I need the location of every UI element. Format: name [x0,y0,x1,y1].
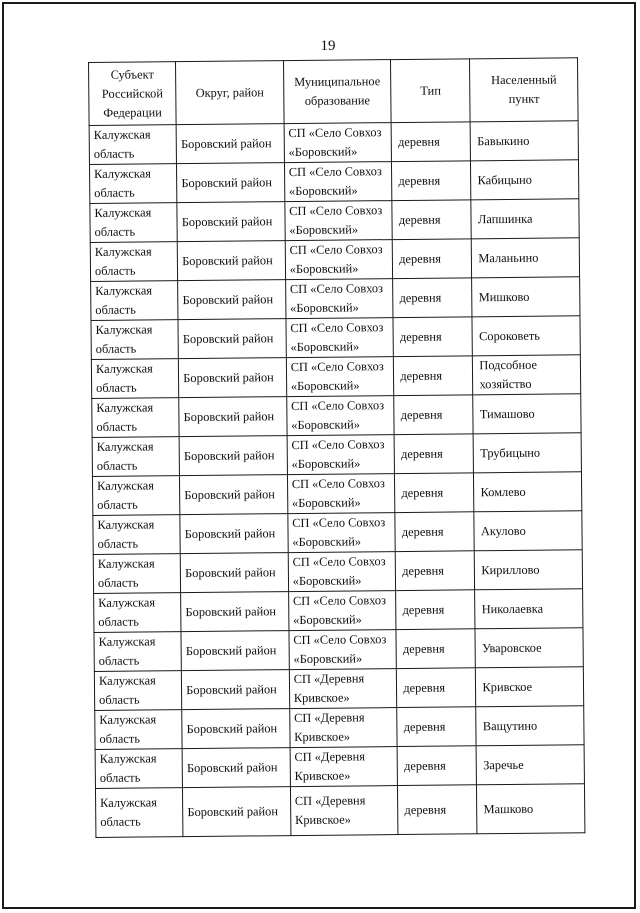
cell-locality-line: хозяйство [479,376,532,392]
table-row [95,745,584,789]
cell-municipality-line: «Боровский» [290,300,359,316]
cell-type: деревня [391,122,470,162]
cell-district: Боровский район [179,397,287,437]
cell-subject-line: Калужская [96,439,154,454]
header-municipality-line: Муниципальное [294,74,381,90]
header-locality-line: пункт [508,91,540,106]
table-row [95,706,584,750]
cell-locality [475,589,583,629]
cell-locality-line: Николаевка [481,601,544,616]
cell-subject-line: область [99,731,141,746]
cell-subject [89,164,177,204]
cell-municipality-line: СП «Село Совхоз [289,242,383,258]
cell-locality-line: Маланьино [478,250,539,265]
cell-district: Боровский район [177,202,285,242]
cell-municipality-line: «Боровский» [290,378,360,394]
cell-locality [471,121,579,161]
cell-locality [471,160,579,200]
cell-locality-line: Акулово [480,523,526,538]
cell-subject-line: Калужская [94,205,152,220]
cell-municipality-line: «Боровский» [289,222,359,238]
cell-district: Боровский район [182,709,290,749]
cell-locality [473,394,581,434]
cell-municipality-line: «Боровский» [291,417,360,433]
table-row [89,160,578,204]
cell-district: Боровский район [182,748,290,788]
cell-municipality [285,201,393,241]
cell-municipality-line: Кривское» [293,690,350,706]
page-number: 19 [320,38,336,54]
cell-district: Боровский район [180,514,288,554]
cell-locality-line: Подсобное [479,357,537,373]
cell-locality [471,199,579,239]
cell-municipality-line: СП «Село Совхоз [291,437,385,453]
cell-district: Боровский район [179,358,287,398]
cell-locality-line: Ващутино [482,718,538,733]
cell-subject [93,515,181,555]
cell-locality-line: Машково [483,801,534,816]
settlements-table [88,57,585,838]
cell-subject-line: область [97,536,139,551]
table-row [92,433,581,477]
cell-municipality [288,513,396,553]
header-municipality [283,60,391,124]
cell-locality-line: Мишково [478,289,530,304]
cell-municipality-line: «Боровский» [291,495,361,511]
cell-locality [477,745,585,785]
cell-subject-line: Калужская [93,127,151,142]
cell-subject-line: область [97,497,138,512]
cell-district: Боровский район [181,631,289,671]
cell-district: Боровский район [183,787,291,837]
cell-district: Боровский район [177,241,285,281]
cell-municipality-line: «Боровский» [292,534,362,550]
header-district-line: Округ, район [195,84,264,100]
cell-type: деревня [393,278,472,318]
cell-type: деревня [394,395,473,435]
cell-locality-line: Тимашово [479,406,535,421]
cell-municipality-line: СП «Деревня [294,749,365,765]
cell-municipality [288,591,396,631]
cell-locality [476,706,584,746]
cell-subject-line: Калужская [99,751,157,766]
table-header-row [89,58,579,126]
cell-type: деревня [397,668,476,708]
table-row [93,511,582,555]
table-row [94,589,583,633]
cell-subject-line: область [95,341,137,356]
cell-subject-line: область [95,302,136,317]
cell-municipality [286,318,394,358]
cell-municipality [289,669,397,709]
cell-subject-line: Калужская [100,795,157,810]
cell-municipality-line: «Боровский» [290,339,360,355]
cell-locality-line: Трубицыно [480,445,541,460]
cell-subject [95,710,183,750]
cell-municipality-line: СП «Село Совхоз [288,164,382,180]
cell-subject-line: область [94,224,136,239]
cell-locality-line: Заречье [483,757,524,772]
cell-locality [474,433,582,473]
cell-subject [92,398,180,438]
cell-subject-line: Калужская [96,400,154,415]
cell-locality-line: Сороковеть [479,328,540,343]
cell-municipality-line: СП «Село Совхоз [289,281,384,297]
cell-subject [89,125,177,165]
header-subject-line: Федерации [103,104,162,120]
table-row [94,628,583,672]
cell-district: Боровский район [181,592,289,632]
cell-municipality-line: СП «Село Совхоз [293,632,387,648]
cell-subject-line: Калужская [97,517,155,532]
table-row [93,550,582,594]
cell-subject-line: область [98,614,139,629]
cell-subject-line: Калужская [95,361,153,376]
cell-municipality-line: СП «Деревня [294,793,366,809]
cell-municipality [284,162,392,202]
cell-subject [94,593,182,633]
cell-municipality-line: «Боровский» [291,456,361,472]
cell-municipality [287,474,395,514]
cell-locality-line: Уваровское [481,640,542,655]
cell-municipality [289,630,397,670]
table-row [91,316,580,360]
cell-district: Боровский район [180,475,288,515]
cell-type: деревня [394,356,473,396]
cell-subject [95,749,183,789]
cell-locality [474,472,582,512]
table-row [90,238,579,282]
cell-subject-line: область [96,458,138,473]
cell-subject-line: Калужская [94,244,152,259]
cell-municipality-line: Кривское» [294,768,351,784]
cell-subject-line: Калужская [95,322,153,337]
cell-subject [95,788,183,838]
cell-locality-line: Бавыкино [477,133,530,148]
cell-municipality [290,786,398,836]
cell-type: деревня [396,629,475,669]
cell-type: деревня [393,239,472,279]
cell-municipality [285,240,393,280]
cell-district: Боровский район [178,280,286,320]
cell-locality [473,355,581,395]
cell-type: деревня [392,200,471,240]
cell-municipality-line: СП «Деревня [294,710,365,726]
cell-municipality-line: «Боровский» [293,612,362,628]
cell-district: Боровский район [180,553,288,593]
cell-district: Боровский район [182,670,290,710]
cell-locality-line: Кабицыно [477,172,532,187]
cell-municipality-line: «Боровский» [288,183,358,199]
cell-type: деревня [396,551,475,591]
table-row [94,667,583,711]
cell-municipality-line: «Боровский» [289,261,359,277]
cell-subject-line: область [97,575,139,590]
cell-subject-line: Калужская [99,712,157,727]
cell-type: деревня [397,707,476,747]
cell-locality-line: Кривское [482,679,533,694]
cell-municipality [290,747,398,787]
cell-municipality-line: СП «Село Совхоз [291,476,385,492]
cell-locality-line: Лапшинка [477,211,533,226]
header-subject-line: Российской [101,85,164,101]
cell-subject [94,671,182,711]
cell-type: деревня [396,590,475,630]
cell-subject-line: Калужская [95,283,153,298]
cell-municipality [286,396,394,436]
cell-municipality-line: Кривское» [294,812,351,828]
cell-type: деревня [397,746,476,786]
cell-subject-line: область [93,146,135,161]
cell-district: Боровский район [179,436,287,476]
cell-locality [475,550,583,590]
cell-subject-line: область [94,185,135,200]
cell-subject [91,359,179,399]
cell-locality [472,316,580,356]
cell-locality [475,628,583,668]
cell-subject [90,203,178,243]
cell-municipality-line: «Боровский» [292,573,362,589]
cell-municipality [285,279,393,319]
cell-subject-line: область [100,814,141,829]
cell-municipality [288,552,396,592]
cell-subject-line: область [96,419,138,434]
cell-municipality [289,708,397,748]
cell-subject [93,554,181,594]
table-row [95,784,584,838]
cell-district: Боровский район [178,319,286,359]
cell-municipality-line: «Боровский» [288,144,358,160]
cell-subject-line: область [96,380,137,395]
cell-type: деревня [398,785,478,835]
header-municipality-line: образование [304,93,371,108]
table-body [89,121,585,838]
table-row [90,199,579,243]
cell-subject-line: область [94,263,136,278]
table-row [92,394,581,438]
cell-locality [476,667,584,707]
cell-municipality-line: СП «Село Совхоз [291,398,385,414]
header-locality [470,58,578,122]
cell-subject [91,320,179,360]
cell-type: деревня [393,317,472,357]
header-district [176,61,284,125]
cell-municipality-line: СП «Село Совхоз [288,125,382,141]
cell-type: деревня [395,512,474,552]
cell-subject-line: Калужская [97,478,154,493]
cell-subject [91,281,179,321]
cell-subject-line: Калужская [94,166,151,181]
cell-subject [92,476,180,516]
header-type [391,59,471,123]
cell-locality [472,238,580,278]
cell-subject-line: область [98,653,140,668]
cell-locality-line: Кириллово [481,562,540,577]
table-row [91,277,580,321]
header-subject [89,62,177,126]
cell-subject [92,437,180,477]
cell-municipality [284,123,392,163]
cell-locality [474,511,582,551]
cell-subject-line: область [99,770,141,785]
header-type-line: Тип [420,83,441,98]
table-row [92,472,581,516]
cell-subject-line: Калужская [98,634,156,649]
header-subject-line: Субъект [110,66,154,82]
cell-subject [90,242,178,282]
cell-type: деревня [392,161,471,201]
cell-municipality-line: СП «Деревня [293,671,365,687]
cell-locality-line: Комлево [480,484,526,499]
cell-municipality [286,357,394,397]
cell-municipality-line: СП «Село Совхоз [292,554,386,570]
cell-locality [472,277,580,317]
cell-subject-line: Калужская [98,595,156,610]
cell-municipality-line: СП «Село Совхоз [290,320,384,336]
cell-municipality-line: «Боровский» [293,651,363,667]
cell-district: Боровский район [177,163,285,203]
cell-locality [477,784,585,834]
cell-subject-line: Калужская [97,556,155,571]
table-row [89,121,578,165]
cell-municipality [287,435,395,475]
cell-municipality-line: СП «Село Совхоз [290,359,384,375]
cell-municipality-line: Кривское» [294,729,351,745]
cell-type: деревня [394,434,473,474]
table-row [91,355,580,399]
cell-district: Боровский район [176,124,284,164]
cell-municipality-line: СП «Село Совхоз [292,515,386,531]
cell-subject-line: Калужская [98,673,156,688]
cell-municipality-line: СП «Село Совхоз [289,203,383,219]
cell-subject-line: область [99,692,140,707]
header-locality-line: Населенный [491,72,557,88]
cell-type: деревня [395,473,474,513]
cell-municipality-line: СП «Село Совхоз [292,593,387,609]
cell-subject [94,632,182,672]
